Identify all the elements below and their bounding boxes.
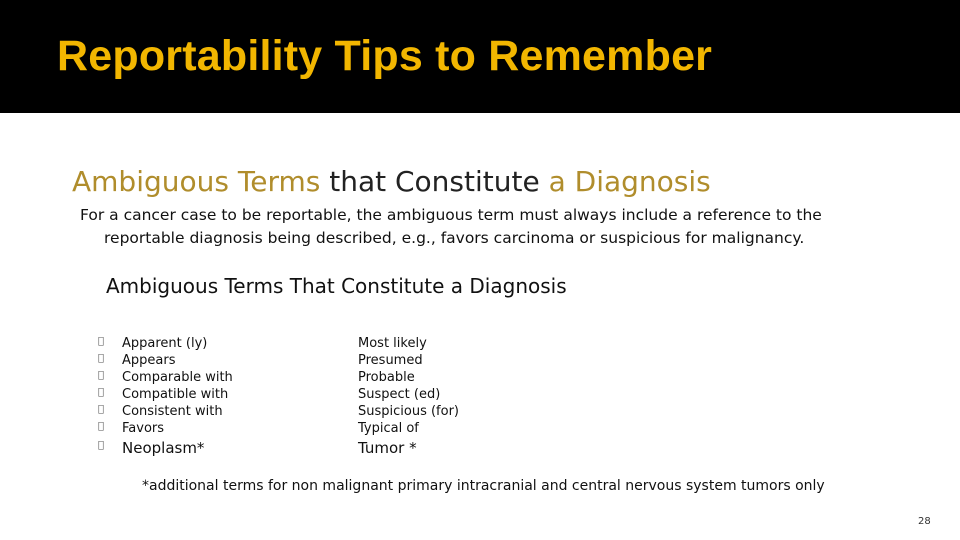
bullet-icon bbox=[98, 387, 110, 399]
term-item: Presumed bbox=[358, 353, 423, 368]
subtitle-diagnosis: a Diagnosis bbox=[548, 165, 711, 198]
term-item: Neoplasm* bbox=[122, 439, 205, 457]
bullet-icon bbox=[98, 353, 110, 365]
subtitle-ambiguous-terms: Ambiguous Terms bbox=[72, 165, 321, 198]
term-item: Compatible with bbox=[122, 387, 229, 402]
footnote: *additional terms for non malignant primary intracranial and central nervous system tumors only bbox=[142, 478, 825, 494]
description-line-1: For a cancer case to be reportable, the ambiguous term must always include a reference to the bbox=[80, 206, 822, 224]
bullet-icon bbox=[98, 404, 110, 416]
bullet-icon bbox=[98, 336, 110, 348]
slide-subtitle bbox=[72, 165, 711, 198]
term-item: Probable bbox=[358, 370, 415, 385]
bullet-icon bbox=[98, 370, 110, 382]
subtitle-middle: that Constitute bbox=[320, 165, 549, 198]
page-number: 28 bbox=[918, 516, 931, 527]
bullet-icon bbox=[98, 421, 110, 433]
term-item: Suspicious (for) bbox=[358, 404, 460, 419]
term-item: Consistent with bbox=[122, 404, 223, 419]
term-item: Most likely bbox=[358, 336, 427, 351]
term-item: Comparable with bbox=[122, 370, 233, 385]
term-item: Apparent (ly) bbox=[122, 336, 208, 351]
term-item: Tumor * bbox=[358, 439, 417, 457]
term-item: Appears bbox=[122, 353, 176, 368]
description bbox=[80, 204, 870, 250]
description-line-2: reportable diagnosis being described, e.g., favors carcinoma or suspicious for malignancy. bbox=[104, 229, 805, 247]
term-item: Suspect (ed) bbox=[358, 387, 441, 402]
list-heading: Ambiguous Terms That Constitute a Diagnosis bbox=[106, 274, 567, 298]
bullet-icon bbox=[98, 440, 110, 452]
slide-title: Reportability Tips to Remember bbox=[57, 32, 713, 80]
term-item: Typical of bbox=[358, 421, 419, 436]
term-item: Favors bbox=[122, 421, 165, 436]
